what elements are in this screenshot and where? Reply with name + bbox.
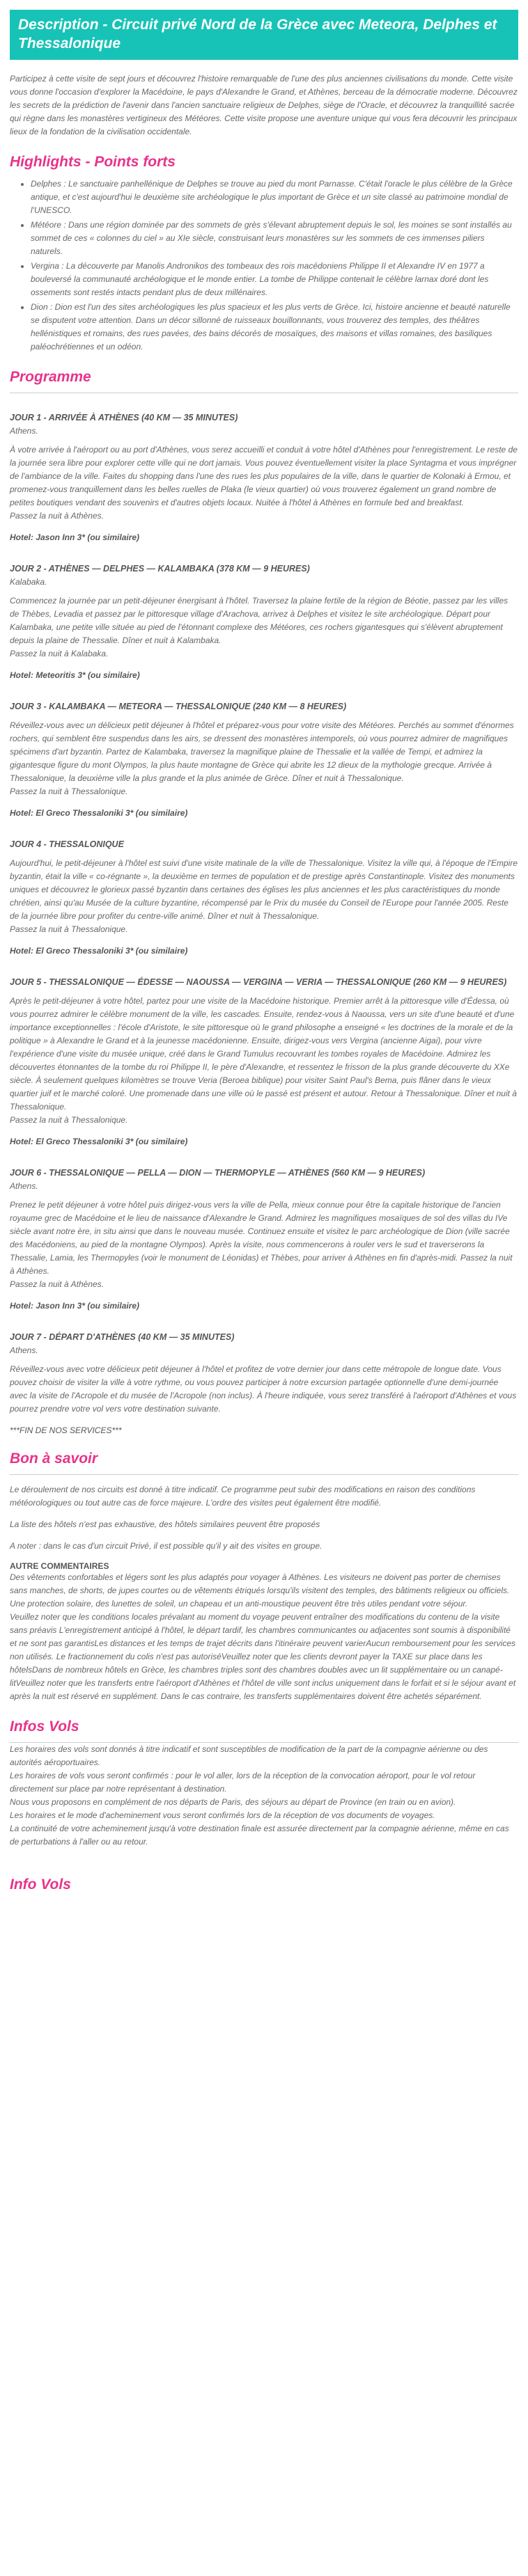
infos-vols-p5: La continuité de votre acheminement jusqu'à votre destination finale est assurée directement par la compagnie aérienne, même en cas de perturbations à l'aller ou au retour. <box>10 1824 509 1847</box>
day-city: Kalabaka. <box>10 577 47 587</box>
bon-a-savoir-p3: A noter : dans le cas d'un circuit Privé, il est possible qu'il y ait des visites en groupe. <box>10 1541 323 1551</box>
info-vols-heading: Info Vols <box>10 1876 71 1893</box>
programme-days <box>10 411 518 1416</box>
page-title: Description - Circuit privé Nord de la Grèce avec Meteora, Delphes et Thessalonique <box>10 10 518 60</box>
day-city: Athens. <box>10 1345 38 1355</box>
day-description: Prenez le petit déjeuner à votre hôtel puis dirigez-vous vers la ville de Pella, mieux connue pour être la capitale historique de l'ancien royaume grec de Macédoine et le lieu de naissance d'Alexandre le Grand. Admirez les magnifiques mosaïques de sol des villas du IVe siècle avant notre ère, in situ ainsi que dans le nouveau musée. Continuez ensuite et visitez le parc archéologique de Dion (ville sacrée des Macédoniens, au pied de la montagne Olympos). Après la visite, nous commencerons à rouler vers le sud et traverserons la Thessalie, Lamia, les Thermopyles (voir le monument de Léonidas) et Thèbes, pour arriver à Athènes en fin d'après-midi. Passez la nuit à Athènes. <box>10 1200 513 1276</box>
spacer <box>10 851 518 857</box>
infos-vols-p3: Nous vous proposons en complément de nos départs de Paris, des séjours au départ de Province (en train ou en avion). <box>10 1797 456 1807</box>
spacer <box>10 438 518 443</box>
day-block <box>10 1167 518 1313</box>
day-overnight: Passez la nuit à Athènes. <box>10 1279 104 1289</box>
highlight-item: • Vergina : La découverte par Manolis Andronikos des tombeaux des rois macédoniens Philippe II et Alexandre IV en 1977 a bouleversé la communauté archéologique et le monde entier. La tombe de Philippe contenait le célèbre larnax doré dont les ossements sont restés intacts pendant plus de deux millénaires. <box>31 260 518 299</box>
highlight-item: • Dion : Dion est l'un des sites archéologiques les plus spacieux et les plus verts de Grèce. Ici, histoire ancienne et beauté naturelle se disputent votre attention. Dans un décor sillonné de ruisseaux bouillonnants, vous trouverez des temples, des théâtres hellénistiques et romains, des rues pavées, des bains décorés de mosaïques, des maisons et villas romaines, des basiliques paléochrétiennes et un odéon. <box>31 301 518 354</box>
day-title: JOUR 7 - DÉPART D'ATHÈNES (40 KM — 35 MINUTES) <box>10 1332 235 1342</box>
intro-text: Participez à cette visite de sept jours et découvrez l'histoire remarquable de l'une des plus anciennes civilisations du monde. Cette visite vous donne l'occasion d'explorer la Macédoine, le pays d'Alexandre le Grand, et Athènes, berceau de la démocratie moderne. Découvrez les secrets de la prédiction de l'avenir dans l'ancien sanctuaire religieux de Delphes, siège de l'Oracle, et découvrez la tranquillité sacrée qui règne dans les monastères vertigineux des Météores. Cette visite propose une aventure unique qui vous fera découvrir les principaux lieux de la fondation de la civilisation occidentale. <box>10 74 518 136</box>
day-overnight: Passez la nuit à Thessalonique. <box>10 1115 128 1125</box>
spacer <box>10 989 518 995</box>
highlights-list <box>10 177 518 354</box>
highlight-item: • Delphes : Le sanctuaire panhellénique de Delphes se trouve au pied du mont Parnasse. C'était l'oracle le plus célèbre de la Grèce antique, et c'est aujourd'hui le deuxième site archéologique le plus important de Grèce et un site classé au patrimoine mondial de l'UNESCO. <box>31 177 518 217</box>
day-city: Athens. <box>10 426 38 436</box>
day-hotel: Hotel: Jason Inn 3* (ou similaire) <box>10 1301 140 1311</box>
day-overnight: Passez la nuit à Thessalonique. <box>10 787 128 796</box>
day-hotel: Hotel: Jason Inn 3* (ou similaire) <box>10 532 140 542</box>
day-description: Réveillez-vous avec votre délicieux petit déjeuner à l'hôtel et profitez de votre dernier jour dans cette métropole de longue date. Vous pouvez choisir de visiter la ville à votre rythme, ou vous pouvez participer à notre excursion partagée optionnelle d'une demi-journée avec la visite de l'Acropole et du musée de l'Acropole (non inclus). À l'heure indiquée, vous serez transféré à l'aéroport d'Athènes et vous pourrez prendre votre vol vers votre destination suivante. <box>10 1364 517 1414</box>
day-description: À votre arrivée à l'aéroport ou au port d'Athènes, vous serez accueilli et conduit à votre hôtel d'Athènes pour l'enregistrement. Le reste de la journée sera libre pour explorer cette ville qui ne dort jamais. Vous pouvez éventuellement visiter la place Syntagma et vous imprégner de l'ambiance de la ville. Faites du shopping dans l'une des rues les plus populaires de la ville, dans le quartier de Kolonaki à Ermou, et promenez-vous tranquillement dans les belles ruelles de Plaka (le vieux quartier) où vous trouverez également un grand nombre de petites boutiques vendant des souvenirs et d'autres objets locaux. Nuitée à l'hôtel à Athènes en formule bed and breakfast. <box>10 445 518 507</box>
day-block <box>10 838 518 958</box>
day-description: Après le petit-déjeuner à votre hôtel, partez pour une visite de la Macédoine historique. Premier arrêt à la pittoresque ville d'Édessa, où vous pourrez admirer le célèbre monument de la ville, les cascades. Ensuite, rendez-vous à Naoussa, vers un site d'une beauté et d'une importance exceptionnelles : l'école d'Aristote, le site pittoresque où le grand philosophe a enseigné « les doctrines de la morale et de la politique » à Alexandre le Grand et à la jeunesse macédonienne. Ensuite, dirigez-vous vers Vergina (ancienne Aigai), pour vivre l'expérience d'une visite du musée unique, créé dans le Grand Tumulus recouvrant les tombes royales de Macédoine. Admirez les découvertes étonnantes de la tombe du roi Philippe II, le père d'Alexandre, et ressentez le frisson de la plus grande découverte du XXe siècle. À seulement quelques kilomètres se trouve Veria (Beroea biblique) pour visiter Saint Paul's Bema, puis flâner dans le vieux quartier juif et le marché coloré. Une promenade dans une ville où le passé est présent et autour. Retour à Thessalonique. Dîner et nuit à Thessalonique. <box>10 996 517 1112</box>
infos-vols-p4: Les horaires et le mode d'acheminement vous seront confirmés lors de la réception de vos documents de voyages. <box>10 1810 435 1820</box>
day-block <box>10 1331 518 1416</box>
infos-vols-heading: Infos Vols <box>10 1718 79 1735</box>
bon-a-savoir-heading: Bon à savoir <box>10 1451 98 1467</box>
highlights-heading: Highlights - Points forts <box>10 154 176 170</box>
spacer <box>10 713 518 719</box>
bon-a-savoir-p1: Le déroulement de nos circuits est donné à titre indicatif. Ce programme peut subir des modifications en raison des conditions météorologiques ou tout autre cas de force majeure. L'ordre des visites peut également être modifié. <box>10 1485 476 1508</box>
day-description: Aujourd'hui, le petit-déjeuner à l'hôtel est suivi d'une visite matinale de la ville de Thessalonique. Visitez la ville qui, à l'époque de l'Empire byzantin, était la ville « co-régnante », la deuxième en termes de population et de prestige après Constantinople. Visitez des monuments uniques et découvrez le glorieux passé byzantin dans certaines des églises les plus anciennes et les plus caractéristiques du monde chrétien, ainsi qu'au Musée de la culture byzantine, récompensé par le Prix du musée du Conseil de l'Europe pour l'année 2005. Reste de la journée libre pour profiter du centre-ville animé. Dîner et nuit à Thessalonique. <box>10 858 518 921</box>
day-city: Athens. <box>10 1181 38 1191</box>
infos-vols-p2: Les horaires de vols vous seront confirmés : pour le vol aller, lors de la réception de la convocation aéroport, pour le vol retour directement sur place par notre représentant à destination. <box>10 1771 476 1794</box>
spacer <box>10 589 518 594</box>
day-block <box>10 562 518 682</box>
day-description: Commencez la journée par un petit-déjeuner énergisant à l'hôtel. Traversez la plaine fertile de la région de Béotie, passez par les villes de Thèbes, Levadia et passez par le pittoresque village d'Arachova, arrivez à Delphes et visitez le site archéologique. Départ pour Kalambaka, une petite ville située au pied de l'étonnant complexe des Météores, ces rochers gigantesques qui s'élèvent abruptement depuis la plaine de Thessalie. Dîner et nuit à Kalambaka. <box>10 596 508 645</box>
highlight-item: • Météore : Dans une région dominée par des sommets de grès s'élevant abruptement depuis le sol, les moines se sont installés au sommet de ces « colonnes du ciel » au XIe siècle, construisant leurs monastères sur les sommets de ces immenses piliers naturels. <box>31 219 518 258</box>
day-hotel: Hotel: El Greco Thessaloniki 3* (ou similaire) <box>10 808 188 818</box>
bon-a-savoir-p2: La liste des hôtels n'est pas exhaustive, des hôtels similaires peuvent être proposés <box>10 1519 320 1529</box>
day-title: JOUR 3 - KALAMBAKA — METEORA — THESSALONIQUE (240 KM — 8 HEURES) <box>10 702 347 711</box>
divider <box>10 1474 518 1475</box>
day-title: JOUR 4 - THESSALONIQUE <box>10 839 124 849</box>
day-overnight: Passez la nuit à Thessalonique. <box>10 924 128 934</box>
programme-heading: Programme <box>10 369 91 385</box>
day-title: JOUR 2 - ATHÈNES — DELPHES — KALAMBAKA (378 KM — 9 HEURES) <box>10 564 310 574</box>
comments-text: Des vêtements confortables et légers sont les plus adaptés pour voyager à Athènes. Les visiteurs ne doivent pas porter de chemises sans manches, de shorts, de jupes courtes ou de vêtements étriqués lorsqu'ils visitent des temples, des bâtiments religieux ou officiels. Une protection solaire, des lunettes de soleil, un chapeau et un anti-moustique peuvent être très utiles pendant votre séjour. <box>10 1572 510 1609</box>
day-block <box>10 411 518 544</box>
day-block <box>10 700 518 820</box>
day-description: Réveillez-vous avec un délicieux petit déjeuner à l'hôtel et préparez-vous pour votre visite des Météores. Perchés au sommet d'énormes rochers, qui semblent être suspendus dans les airs, se dressent des monastères intemporels, où vous pourrez admirer de magnifiques spécimens d'art byzantin. Partez de Kalambaka, traversez la magnifique plaine de Thessalie et la vallée de Tempi, et admirez la gigantesque figure du mont Olympos, la plus haute montagne de Grèce qui abrite les 12 dieux de la mythologie grecque. Arrivée à Thessalonique, la deuxième ville la plus grande et la plus animée de Grèce. Dîner et nuit à Thessalonique. <box>10 720 514 783</box>
day-hotel: Hotel: Meteoritis 3* (ou similaire) <box>10 670 140 680</box>
day-block <box>10 976 518 1148</box>
comments-text-2: Veuillez noter que les conditions locales prévalant au moment du voyage peuvent entraîner des modifications du contenu de la visite sans préavis L'enregistrement anticipé à l'hôtel, le départ tardif, les chambres communicantes ou adjacentes sont soumis à disponibilité et ne sont pas garantisLes distances et les temps de trajet décrits dans l'itinéraire peuvent varierAucun remboursement pour les services non utilisés. Le fractionnement du colis n'est pas autoriséVeuillez noter que les clients devront payer la TAXE sur place dans les hôtelsDans de nombreux hôtels en Grèce, les chambres triples sont des chambres doubles avec un lit supplémentaire ou un canapé-litVeuillez noter que les transferts entre l'aéroport d'Athènes et l'hôtel de ville sont inclus uniquement dans le forfait et si le séjour avant et après la nuit est réservé en supplément. Dans le cas contraire, les transferts supplémentaires doivent être achetés séparément. <box>10 1612 516 1701</box>
day-title: JOUR 6 - THESSALONIQUE — PELLA — DION — THERMOPYLE — ATHÈNES (560 KM — 9 HEURES) <box>10 1168 426 1178</box>
infos-vols-p1: Les horaires des vols sont donnés à titre indicatif et sont susceptibles de modification de la part de la compagnie aérienne ou des autorités aéroportuaires. <box>10 1744 488 1767</box>
day-overnight: Passez la nuit à Athènes. <box>10 511 104 521</box>
page <box>0 10 528 1893</box>
spacer <box>10 1357 518 1363</box>
spacer <box>10 1193 518 1199</box>
day-hotel: Hotel: El Greco Thessaloniki 3* (ou similaire) <box>10 1137 188 1146</box>
end-of-services: ***FIN DE NOS SERVICES*** <box>10 1425 122 1435</box>
day-title: JOUR 5 - THESSALONIQUE — ÉDESSE — NAOUSSA — VERGINA — VERIA — THESSALONIQUE (260 KM — 9 HEURES) <box>10 977 507 987</box>
day-title: JOUR 1 - ARRIVÉE À ATHÈNES (40 KM — 35 MINUTES) <box>10 413 238 422</box>
comments-title: AUTRE COMMENTAIRES <box>10 1561 109 1571</box>
day-hotel: Hotel: El Greco Thessaloniki 3* (ou similaire) <box>10 946 188 956</box>
day-overnight: Passez la nuit à Kalabaka. <box>10 649 109 658</box>
